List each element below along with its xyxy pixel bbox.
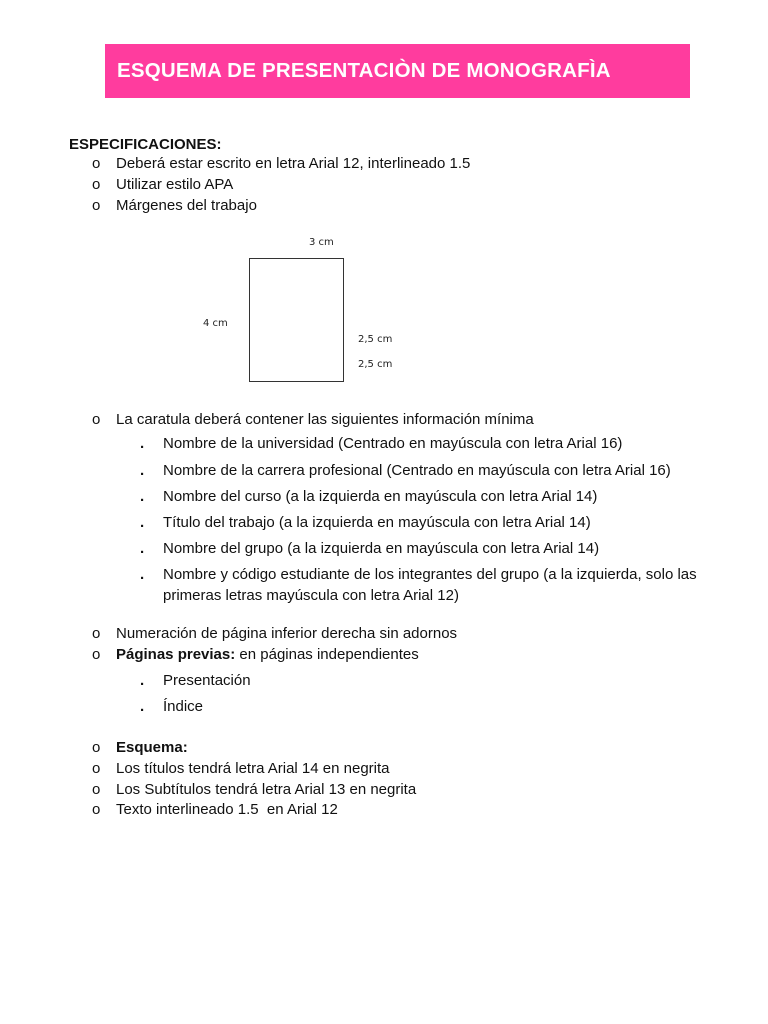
paginas-previas-item xyxy=(116,646,419,664)
bullet-dot: . xyxy=(140,462,145,479)
bullet-circle: o xyxy=(92,739,101,756)
bullet-circle: o xyxy=(92,197,101,214)
bullet-dot: . xyxy=(140,698,145,715)
bottom-margin-label: 2,5 cm xyxy=(358,359,393,370)
esquema-item: Los Subtítulos tendrá letra Arial 13 en negrita xyxy=(116,781,417,798)
caratula-item: Título del trabajo (a la izquierda en mayúscula con letra Arial 14) xyxy=(163,514,591,531)
margins-diagram xyxy=(195,230,405,390)
bullet-circle: o xyxy=(92,625,101,642)
bullet-circle: o xyxy=(92,760,101,777)
bullet-circle: o xyxy=(92,781,101,798)
caratula-item: Nombre y código estudiante de los integrantes del grupo (a la izquierda, solo las primeras letras mayúscula con letra Arial 12) xyxy=(163,566,697,604)
caratula-item: Nombre de la carrera profesional (Centrado en mayúscula con letra Arial 16) xyxy=(163,462,671,479)
bullet-dot: . xyxy=(140,566,145,583)
bullet-dot: . xyxy=(140,540,145,557)
esquema-label: Esquema: xyxy=(116,739,188,756)
bullet-circle: o xyxy=(92,801,101,818)
title-banner xyxy=(105,44,690,98)
document-title: ESQUEMA DE PRESENTACIÒN DE MONOGRAFÌA xyxy=(117,59,611,82)
page-outline xyxy=(249,258,344,382)
bullet-circle: o xyxy=(92,411,101,428)
caratula-intro: La caratula deberá contener las siguientes información mínima xyxy=(116,411,534,428)
specifications-heading: ESPECIFICACIONES: xyxy=(69,136,222,153)
caratula-item: Nombre del curso (a la izquierda en mayúscula con letra Arial 14) xyxy=(163,488,598,505)
spec-item: Márgenes del trabajo xyxy=(116,197,257,214)
bullet-dot: . xyxy=(140,672,145,689)
paginas-previas-label: Páginas previas: xyxy=(116,646,236,663)
bullet-dot: . xyxy=(140,514,145,531)
previas-subitem: Índice xyxy=(163,698,204,715)
esquema-item: Texto interlineado 1.5 en Arial 12 xyxy=(116,801,338,818)
spec-item: Deberá estar escrito en letra Arial 12, interlineado 1.5 xyxy=(116,155,471,172)
left-margin-label: 4 cm xyxy=(203,318,228,329)
caratula-item: Nombre del grupo (a la izquierda en mayúscula con letra Arial 14) xyxy=(163,540,600,557)
bullet-dot: . xyxy=(140,435,145,452)
bullet-circle: o xyxy=(92,646,101,663)
bullet-circle: o xyxy=(92,176,101,193)
esquema-item: Los títulos tendrá letra Arial 14 en negrita xyxy=(116,760,390,777)
top-margin-label: 3 cm xyxy=(309,237,334,248)
caratula-item: Nombre de la universidad (Centrado en mayúscula con letra Arial 16) xyxy=(163,435,623,452)
bullet-circle: o xyxy=(92,155,101,172)
previas-subitem: Presentación xyxy=(163,672,251,689)
right-margin-label: 2,5 cm xyxy=(358,334,393,345)
paginas-previas-text: en páginas independientes xyxy=(235,646,419,663)
bullet-dot: . xyxy=(140,488,145,505)
spec-item: Utilizar estilo APA xyxy=(116,176,234,193)
numeracion-item: Numeración de página inferior derecha sin adornos xyxy=(116,625,458,642)
